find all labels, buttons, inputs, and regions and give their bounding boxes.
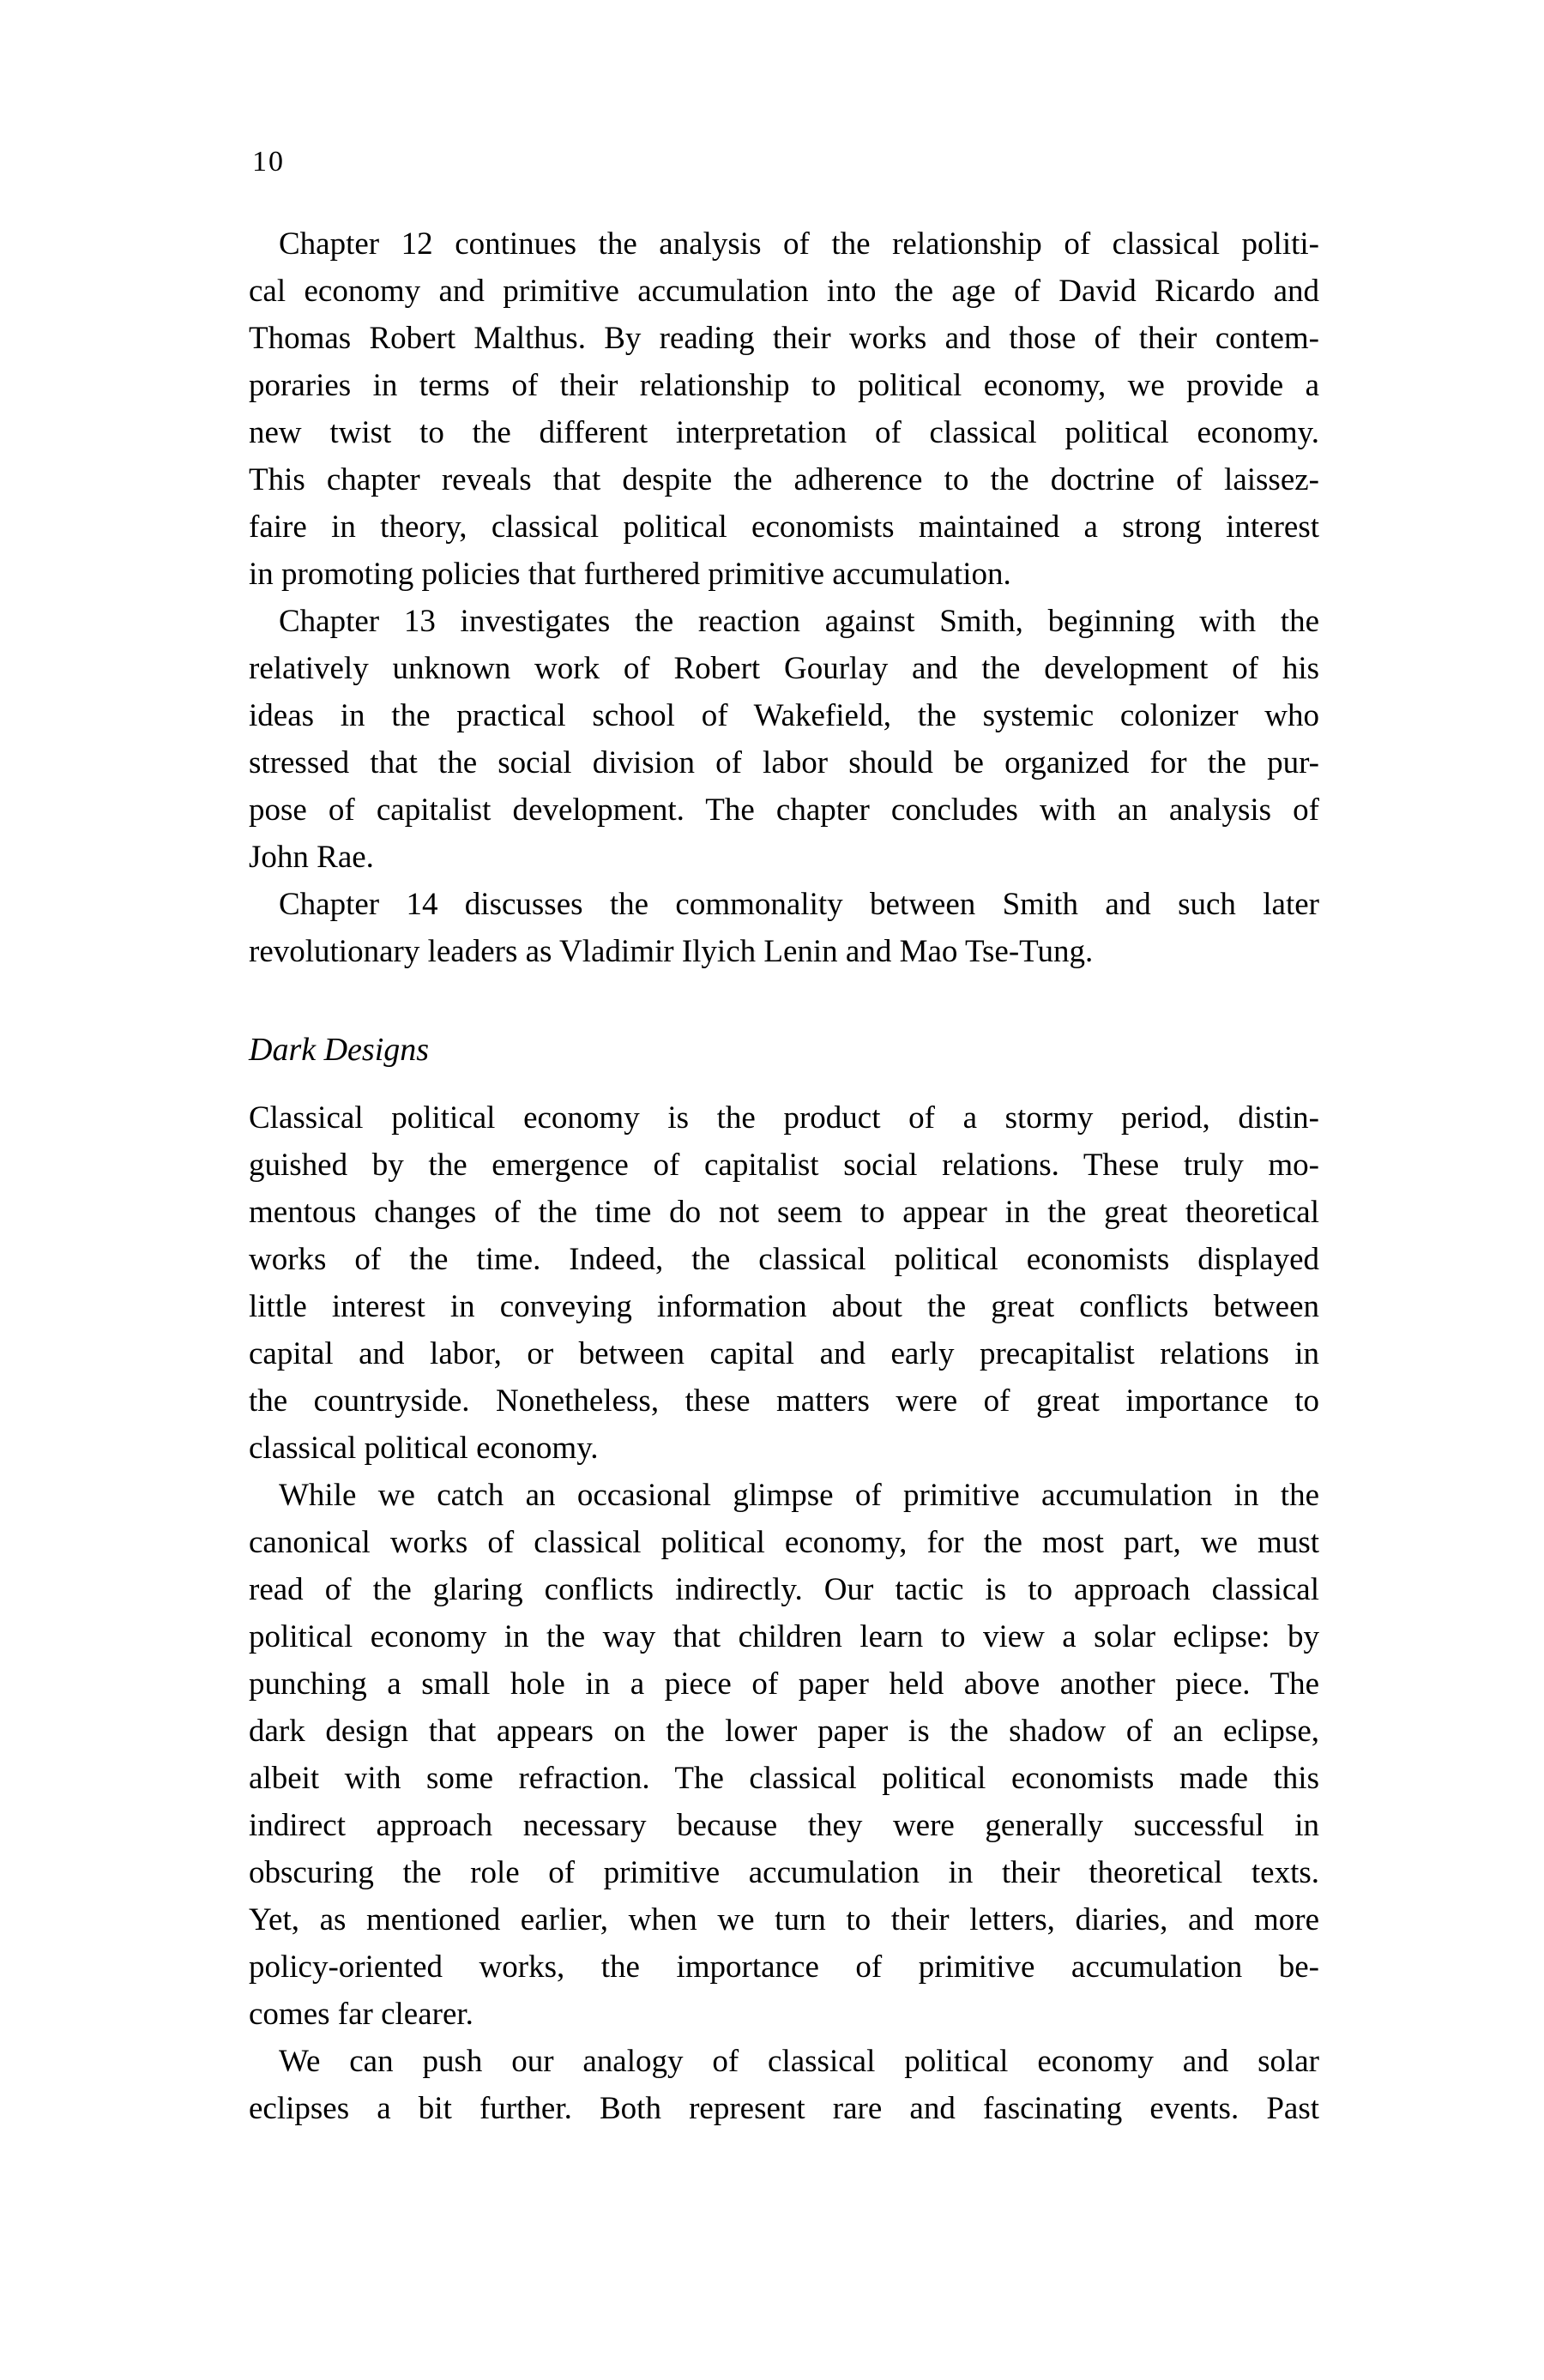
text-line: works of the time. Indeed, the classical political economists displayed (249, 1242, 1319, 1277)
text-line: Yet, as mentioned earlier, when we turn to their letters, diaries, and more (249, 1902, 1319, 1937)
text-line: mentous changes of the time do not seem to appear in the great theoretical (249, 1195, 1319, 1230)
text-line: canonical works of classical political economy, for the most part, we must (249, 1525, 1319, 1560)
text-line: We can push our analogy of classical political economy and solar (279, 2044, 1319, 2079)
paragraph (249, 1472, 1319, 2038)
paragraph (249, 598, 1319, 881)
text-line: pose of capitalist development. The chapter concludes with an analysis of (249, 792, 1319, 828)
text-line: eclipses a bit further. Both represent rare and fascinating events. Past (249, 2091, 1319, 2126)
text-line: Chapter 13 investigates the reaction against Smith, beginning with the (279, 604, 1319, 639)
text-line: albeit with some refraction. The classical political economists made this (249, 1761, 1319, 1796)
text-line: the countryside. Nonetheless, these matters were of great importance to (249, 1383, 1319, 1419)
text-line: John Rae. (249, 840, 374, 875)
text-line: cal economy and primitive accumulation into the age of David Ricardo and (249, 274, 1319, 309)
paragraph (249, 1094, 1319, 1472)
text-line: in promoting policies that furthered primitive accumulation. (249, 557, 1011, 592)
text-line: relatively unknown work of Robert Gourlay and the development of his (249, 651, 1319, 686)
text-line: punching a small hole in a piece of paper held above another piece. The (249, 1666, 1319, 1702)
text-line: This chapter reveals that despite the adherence to the doctrine of laissez- (249, 462, 1319, 497)
text-line: While we catch an occasional glimpse of primitive accumulation in the (279, 1478, 1319, 1513)
paragraph (249, 220, 1319, 598)
text-line: poraries in terms of their relationship to political economy, we provide a (249, 368, 1319, 403)
paragraph (249, 2038, 1319, 2132)
text-line: stressed that the social division of labor should be organized for the pur- (249, 745, 1319, 780)
text-line: indirect approach necessary because they were generally successful in (249, 1808, 1319, 1843)
text-line: read of the glaring conflicts indirectly. Our tactic is to approach classical (249, 1572, 1319, 1607)
text-line: revolutionary leaders as Vladimir Ilyich Lenin and Mao Tse-Tung. (249, 934, 1094, 969)
text-line: dark design that appears on the lower paper is the shadow of an eclipse, (249, 1714, 1319, 1749)
text-line: policy-oriented works, the importance of primitive accumulation be- (249, 1949, 1319, 1985)
text-line: comes far clearer. (249, 1997, 473, 2032)
text-line: capital and labor, or between capital and early precapitalist relations in (249, 1336, 1319, 1371)
page-number: 10 (252, 146, 285, 178)
text-line: obscuring the role of primitive accumulation in their theoretical texts. (249, 1855, 1319, 1890)
text-line: classical political economy. (249, 1431, 599, 1466)
text-line: Classical political economy is the product of a stormy period, distin- (249, 1100, 1319, 1136)
text-line: little interest in conveying information about the great conflicts between (249, 1289, 1319, 1324)
text-line: Chapter 14 discusses the commonality between Smith and such later (279, 887, 1319, 922)
paragraph (249, 881, 1319, 975)
text-line: new twist to the different interpretation of classical political economy. (249, 415, 1319, 450)
text-line: political economy in the way that children learn to view a solar eclipse: by (249, 1619, 1319, 1654)
page-body (249, 220, 1319, 2132)
section-heading: Dark Designs (249, 1032, 430, 1068)
text-line: ideas in the practical school of Wakefield, the systemic colonizer who (249, 698, 1319, 733)
text-line: Thomas Robert Malthus. By reading their works and those of their contem- (249, 321, 1319, 356)
text-line: guished by the emergence of capitalist social relations. These truly mo- (249, 1148, 1319, 1183)
text-line: faire in theory, classical political economists maintained a strong interest (249, 509, 1319, 545)
text-line: Chapter 12 continues the analysis of the relationship of classical politi- (279, 226, 1319, 262)
